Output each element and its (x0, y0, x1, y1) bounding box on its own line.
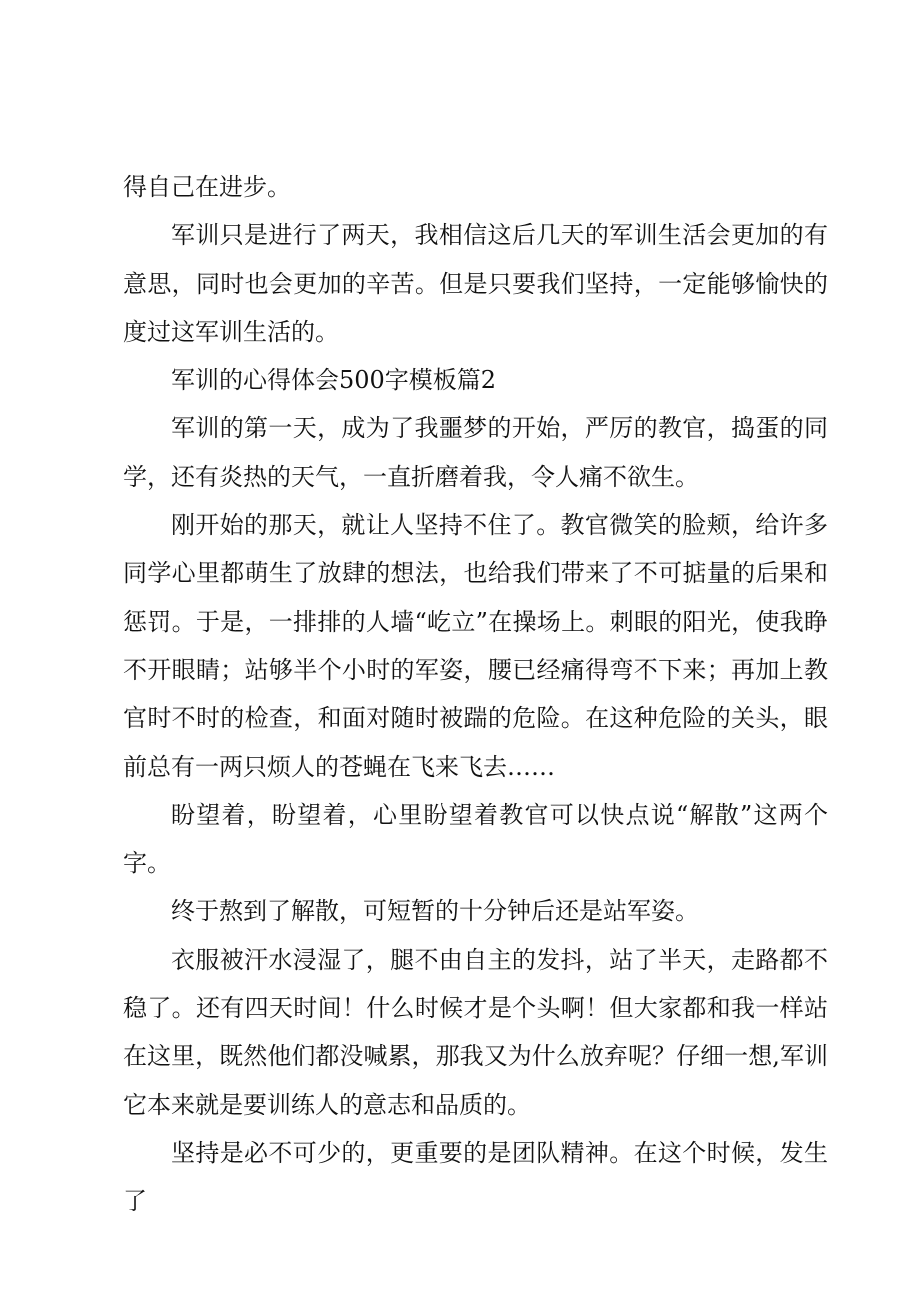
section-heading: 军训的心得体会500字模板篇2 (171, 366, 497, 395)
paragraph-continuation: 得自己在进步。 (123, 173, 291, 201)
paragraph: 刚开始的那天，就让人坚持不住了。教官微笑的脸颊，给许多同学心里都萌生了放肆的想法，也给我们带来了不可掂量的后果和惩罚。于是，一排排的人墙“屹立”在操场上。刺眼的阳光，使我睁不开眼睛；站够半个小时的军姿，腰已经痛得弯不下来；再加上教官时不时的检查，和面对随时被踹的危险。在这种危险的关头，眼前总有一两只烦人的苍蝇在飞来飞去…… (123, 511, 828, 781)
paragraph: 终于熬到了解散，可短暂的十分钟后还是站军姿。 (171, 897, 699, 926)
document-body (123, 163, 828, 1226)
paragraph: 军训的第一天，成为了我噩梦的开始，严厉的教官，捣蛋的同学，还有炎热的天气，一直折磨着我，令人痛不欲生。 (123, 414, 828, 491)
paragraph: 盼望着，盼望着，心里盼望着教官可以快点说“解散”这两个字。 (123, 800, 828, 878)
paragraph: 坚持是必不可少的，更重要的是团队精神。在这个时候，发生了 (123, 1138, 828, 1216)
paragraph: 军训只是进行了两天，我相信这后几天的军训生活会更加的有意思，同时也会更加的辛苦。但是只要我们坚持，一定能够愉快的度过这军训生活的。 (123, 221, 828, 346)
paragraph: 衣服被汗水浸湿了，腿不由自主的发抖，站了半天，走路都不稳了。还有四天时间！什么时候才是个头啊！但大家都和我一样站在这里，既然他们都没喊累，那我又为什么放弃呢？仔细一想,军训它本来就是要训练人的意志和品质的。 (123, 945, 828, 1119)
